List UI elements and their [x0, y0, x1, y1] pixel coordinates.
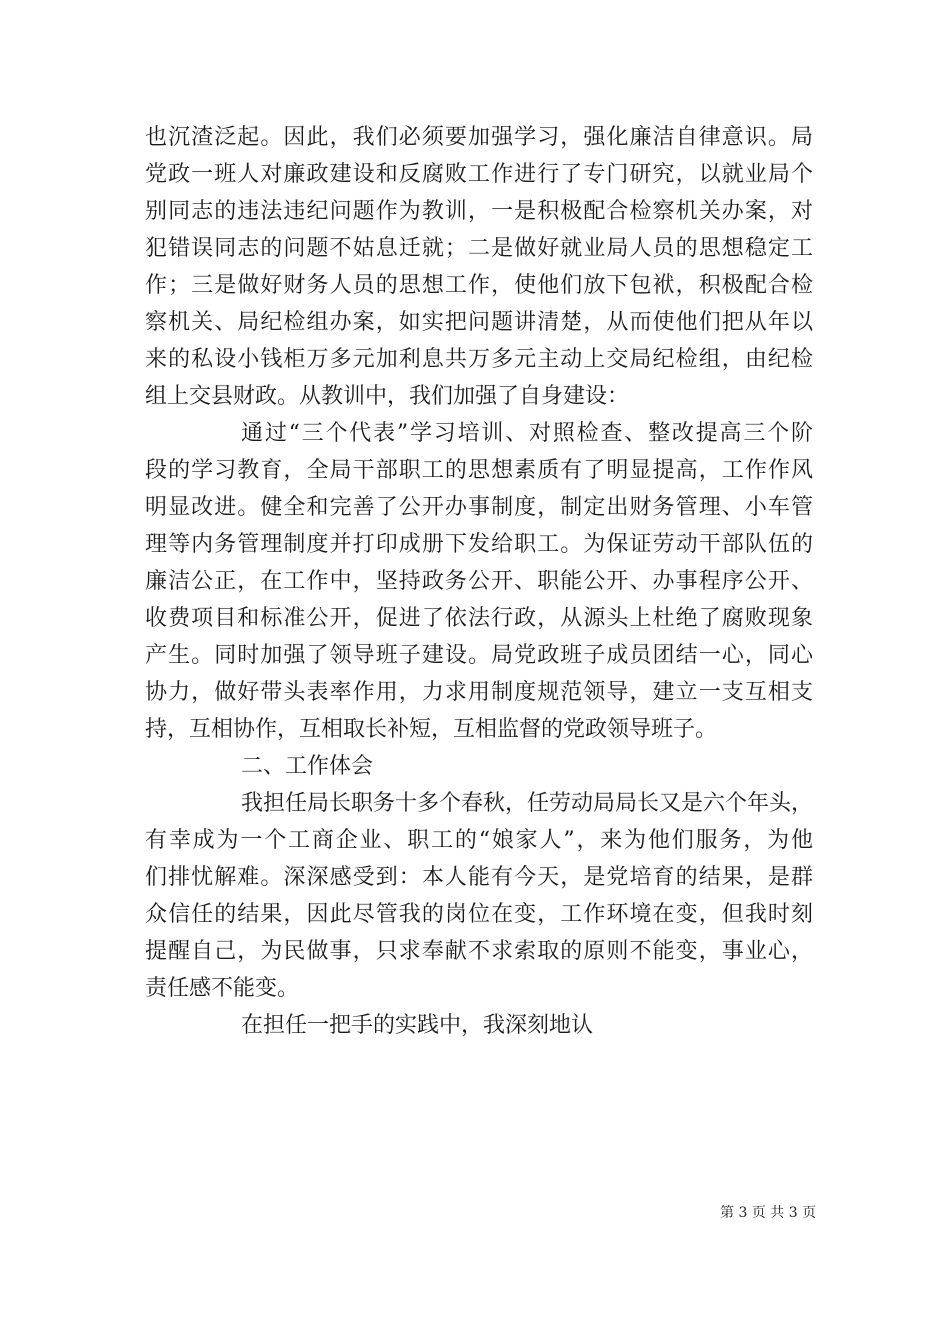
text-line-content: 理等内务管理制度并打印成册下发给职工。为保证劳动干部队伍的 — [145, 532, 813, 557]
text-line — [145, 933, 813, 970]
text-line-content: 我担任局长职务十多个春秋，任劳动局局长又是六个年头， — [241, 791, 814, 816]
text-line-content: 提醒自己，为民做事，只求奉献不求索取的原则不能变，事业心， — [145, 939, 813, 964]
text-line — [145, 711, 813, 748]
text-line — [145, 674, 813, 711]
text-line — [145, 304, 813, 341]
text-line-content: 段的学习教育，全局干部职工的思想素质有了明显提高，工作作风 — [145, 458, 813, 483]
text-line-content: 在担任一把手的实践中，我深刻地认 — [241, 1013, 594, 1038]
text-line-content: 通过“三个代表”学习培训、对照检查、整改提高三个阶 — [241, 421, 813, 446]
text-line-content: 犯错误同志的问题不姑息迁就；二是做好就业局人员的思想稳定工 — [145, 236, 813, 261]
text-line — [145, 1007, 813, 1044]
text-line-content: 廉洁公正，在工作中，坚持政务公开、职能公开、办事程序公开、 — [145, 569, 813, 594]
text-line — [145, 156, 813, 193]
text-line-content: 有幸成为一个工商企业、职工的“娘家人”，来为他们服务，为他 — [145, 828, 813, 853]
text-line — [145, 489, 813, 526]
text-line — [145, 526, 813, 563]
page-footer: 第 3 页 共 3 页 — [720, 1205, 817, 1221]
text-line — [145, 378, 813, 415]
text-line — [145, 267, 813, 304]
text-line-content: 持，互相协作，互相取长补短，互相监督的党政领导班子。 — [145, 717, 718, 742]
text-line-content: 众信任的结果，因此尽管我的岗位在变，工作环境在变，但我时刻 — [145, 902, 813, 927]
text-line-content: 党政一班人对廉政建设和反腐败工作进行了专门研究，以就业局个 — [145, 162, 813, 187]
text-line — [145, 970, 813, 1007]
text-line — [145, 193, 813, 230]
text-line-content: 别同志的违法违纪问题作为教训，一是积极配合检察机关办案，对 — [145, 199, 813, 224]
text-line-content: 明显改进。健全和完善了公开办事制度，制定出财务管理、小车管 — [145, 495, 813, 520]
text-line — [145, 600, 813, 637]
text-line — [145, 822, 813, 859]
text-line — [145, 859, 813, 896]
text-line-content: 们排忧解难。深深感受到：本人能有今天，是党培育的结果，是群 — [145, 865, 813, 890]
body-text — [145, 119, 813, 1044]
text-line — [145, 119, 813, 156]
text-line — [145, 563, 813, 600]
text-line-content: 二、工作体会 — [241, 754, 374, 779]
text-line-content: 察机关、局纪检组办案，如实把问题讲清楚，从而使他们把从年以 — [145, 310, 813, 335]
text-line — [145, 896, 813, 933]
text-line — [145, 341, 813, 378]
text-line-content: 作；三是做好财务人员的思想工作，使他们放下包袱，积极配合检 — [145, 273, 813, 298]
text-line — [145, 230, 813, 267]
text-line — [145, 452, 813, 489]
text-line-content: 协力，做好带头表率作用，力求用制度规范领导，建立一支互相支 — [145, 680, 813, 705]
text-line-content: 收费项目和标准公开，促进了依法行政，从源头上杜绝了腐败现象 — [145, 606, 813, 631]
text-line-content: 组上交县财政。从教训中，我们加强了自身建设： — [145, 384, 630, 409]
text-line — [145, 637, 813, 674]
text-line — [145, 415, 813, 452]
text-line-content: 责任感不能变。 — [145, 976, 300, 1001]
text-line — [145, 785, 813, 822]
text-line — [145, 748, 813, 785]
text-line-content: 来的私设小钱柜万多元加利息共万多元主动上交局纪检组，由纪检 — [145, 347, 813, 372]
text-line-content: 产生。同时加强了领导班子建设。局党政班子成员团结一心，同心 — [145, 643, 813, 668]
text-line-content: 也沉渣泛起。因此，我们必须要加强学习，强化廉洁自律意识。局 — [145, 125, 813, 150]
